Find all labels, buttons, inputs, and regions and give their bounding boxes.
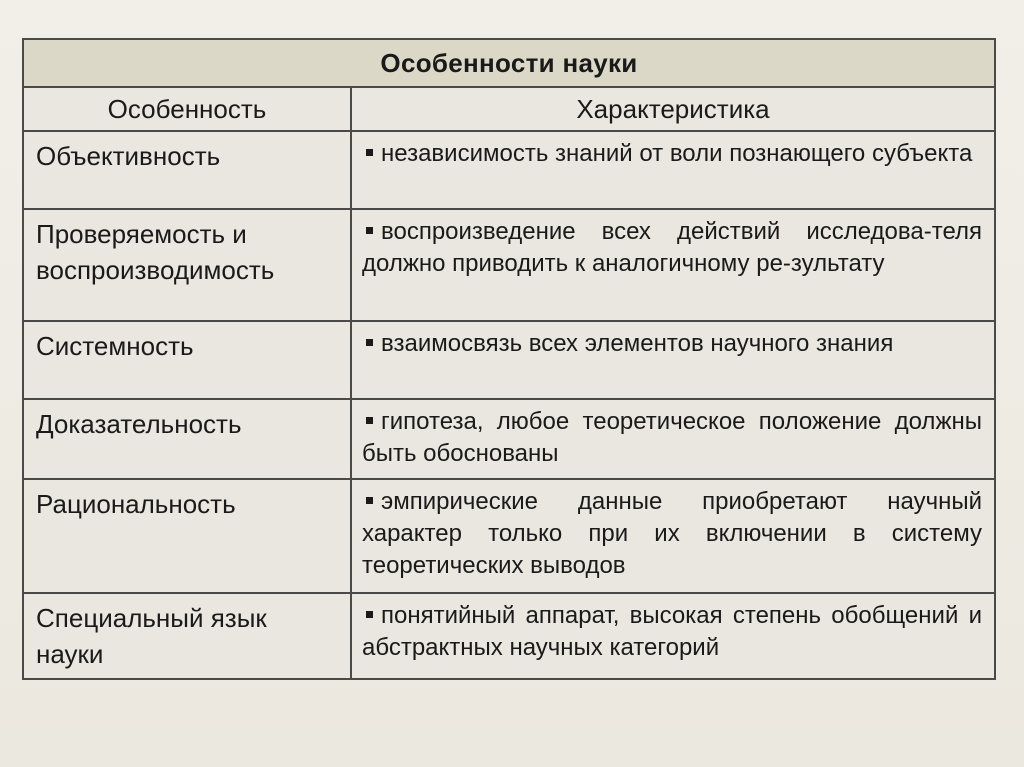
description-cell [351, 321, 995, 399]
column-header-characteristic: Характеристика [351, 87, 995, 131]
bullet-icon [366, 339, 373, 346]
description-text: взаимосвязь всех элементов научного знания [381, 330, 894, 357]
table-row [23, 479, 995, 593]
description-text: гипотеза, любое теоретическое положение должны быть обоснованы [362, 408, 982, 467]
description-cell [351, 479, 995, 593]
bullet-icon [366, 417, 373, 424]
bullet-icon [366, 149, 373, 156]
table-row [23, 131, 995, 209]
table-row [23, 321, 995, 399]
table-row [23, 209, 995, 321]
description-cell [351, 399, 995, 479]
table-header-row [23, 87, 995, 131]
table-title-row [23, 39, 995, 87]
feature-cell: Объективность [23, 131, 351, 209]
feature-cell: Специальный язык науки [23, 593, 351, 679]
bullet-icon [366, 227, 373, 234]
feature-cell: Рациональность [23, 479, 351, 593]
table-row [23, 399, 995, 479]
bullet-icon [366, 611, 373, 618]
description-cell [351, 131, 995, 209]
description-text: воспроизведение всех действий исследова-теля должно приводить к аналогичному ре-зультату [362, 218, 982, 277]
feature-cell: Доказательность [23, 399, 351, 479]
feature-cell: Системность [23, 321, 351, 399]
bullet-icon [366, 497, 373, 504]
description-cell [351, 209, 995, 321]
description-text: эмпирические данные приобретают научный характер только при их включении в систему теоретических выводов [362, 488, 982, 579]
description-text: независимость знаний от воли познающего субъекта [381, 140, 973, 167]
feature-cell: Проверяемость и воспроизводимость [23, 209, 351, 321]
table-row [23, 593, 995, 679]
science-features-table [22, 38, 996, 680]
column-header-feature: Особенность [23, 87, 351, 131]
table-title: Особенности науки [23, 39, 995, 87]
description-cell [351, 593, 995, 679]
description-text: понятийный аппарат, высокая степень обобщений и абстрактных научных категорий [362, 602, 982, 661]
